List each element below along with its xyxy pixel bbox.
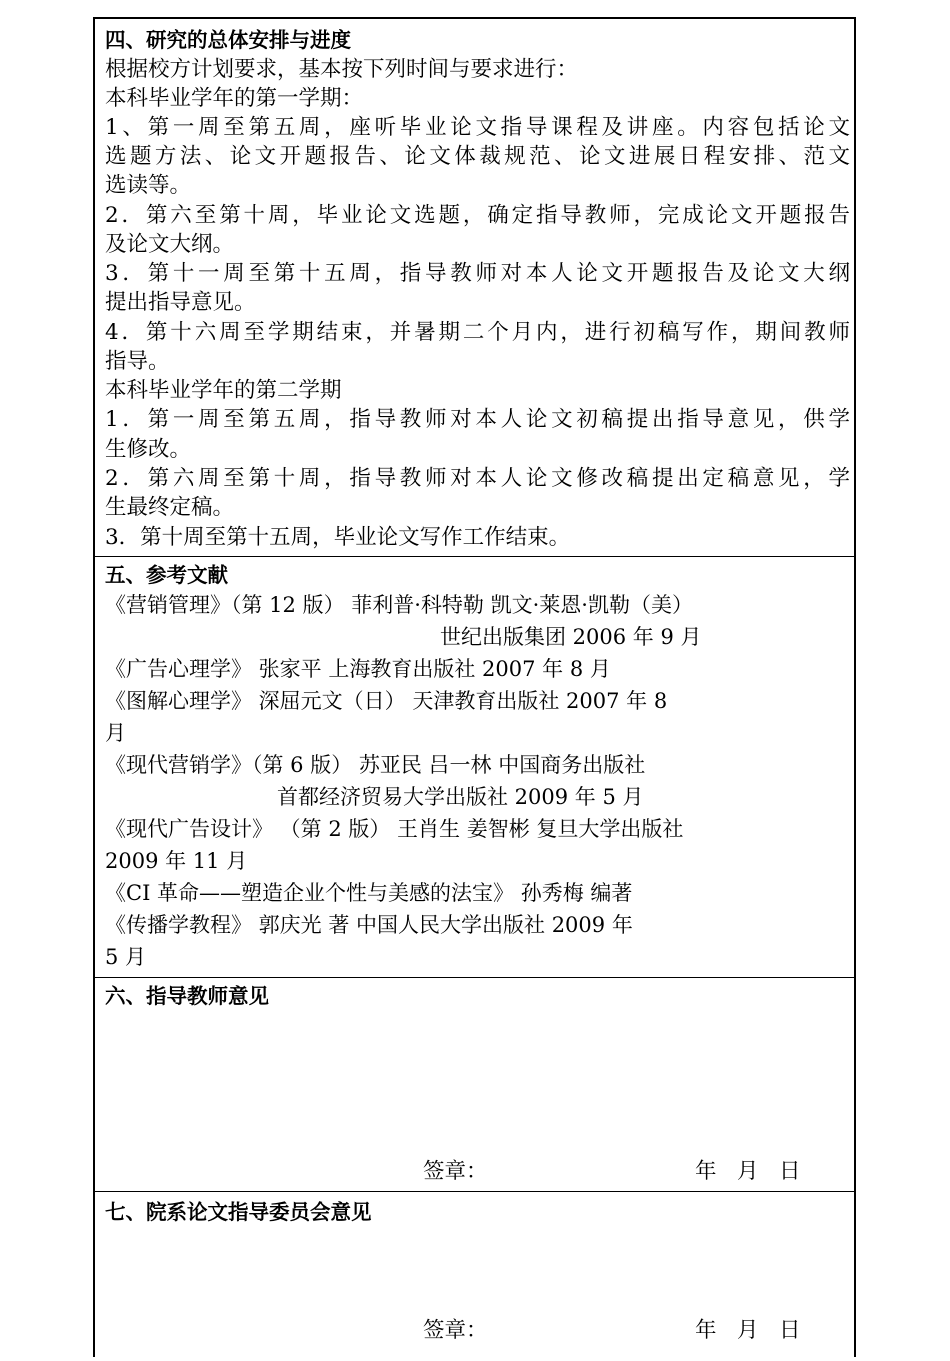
paragraph-line: 选题方法、论文开题报告、论文体裁规范、论文进展日程安排、范文 — [105, 144, 850, 169]
section-heading: 七、院系论文指导委员会意见 — [105, 1200, 372, 1224]
section-heading: 四、研究的总体安排与进度 — [105, 28, 351, 52]
paragraph-line: 本科毕业学年的第一学期： — [105, 86, 364, 111]
reference-line: 《图解心理学》 深屈元文（日） 天津教育出版社 2007 年 8 — [105, 689, 668, 713]
paragraph-line: 提出指导意见。 — [105, 290, 256, 315]
paragraph-line: 指导。 — [105, 349, 170, 374]
section-heading: 五、参考文献 — [105, 563, 228, 587]
signature-label: 签章： — [423, 1318, 488, 1343]
reference-line: 月 — [105, 721, 126, 745]
paragraph-line: 选读等。 — [105, 173, 192, 198]
reference-line: 《现代营销学》（第 6 版） 苏亚民 吕一林 中国商务出版社 — [105, 753, 646, 777]
section-advisor-opinion — [95, 977, 854, 1191]
reference-line: 2009 年 11 月 — [105, 849, 248, 873]
paragraph-line: 3．第十一周至第十五周，指导教师对本人论文开题报告及论文大纲 — [105, 261, 850, 286]
reference-line: 世纪出版集团 2006 年 9 月 — [440, 625, 702, 649]
reference-line: 《CI 革命——塑造企业个性与美感的法宝》 孙秀梅 编著 — [105, 881, 633, 905]
reference-line: 《广告心理学》 张家平 上海教育出版社 2007 年 8 月 — [105, 657, 611, 681]
section-committee-opinion — [95, 1191, 854, 1361]
section-references — [95, 556, 854, 977]
reference-line: 《营销管理》（第 12 版） 菲利普·科特勒 凯文·莱恩·凯勒（美） — [105, 593, 693, 617]
signature-label: 签章： — [423, 1159, 488, 1184]
paragraph-line: 4．第十六周至学期结束，并暑期二个月内，进行初稿写作，期间教师 — [105, 320, 850, 345]
paragraph-line: 1、第一周至第五周，座听毕业论文指导课程及讲座。内容包括论文 — [105, 115, 850, 140]
section-heading: 六、指导教师意见 — [105, 984, 269, 1008]
paragraph-line: 根据校方计划要求，基本按下列时间与要求进行： — [105, 57, 579, 82]
paragraph-line: 2．第六周至第十周，指导教师对本人论文修改稿提出定稿意见，学 — [105, 466, 850, 491]
paragraph-line: 本科毕业学年的第二学期 — [105, 378, 342, 403]
paragraph-line: 2．第六至第十周，毕业论文选题，确定指导教师，完成论文开题报告 — [105, 203, 850, 228]
reference-line: 5 月 — [105, 945, 147, 969]
section-schedule — [95, 19, 854, 556]
paragraph-line: 及论文大纲。 — [105, 232, 235, 257]
paragraph-line: 生修改。 — [105, 437, 192, 462]
paragraph-line: 1．第一周至第五周，指导教师对本人论文初稿提出指导意见，供学 — [105, 407, 850, 432]
paragraph-line: 3．第十周至第十五周，毕业论文写作工作结束。 — [105, 525, 571, 550]
reference-line: 首都经济贸易大学出版社 2009 年 5 月 — [277, 785, 644, 809]
paragraph-line: 生最终定稿。 — [105, 495, 235, 520]
reference-line: 《传播学教程》 郭庆光 著 中国人民大学出版社 2009 年 — [105, 913, 633, 937]
proposal-form-table — [93, 17, 856, 1357]
date-label: 年 月 日 — [695, 1159, 801, 1184]
date-label: 年 月 日 — [695, 1318, 801, 1343]
reference-line: 《现代广告设计》 （第 2 版） 王肖生 姜智彬 复旦大学出版社 — [105, 817, 684, 841]
